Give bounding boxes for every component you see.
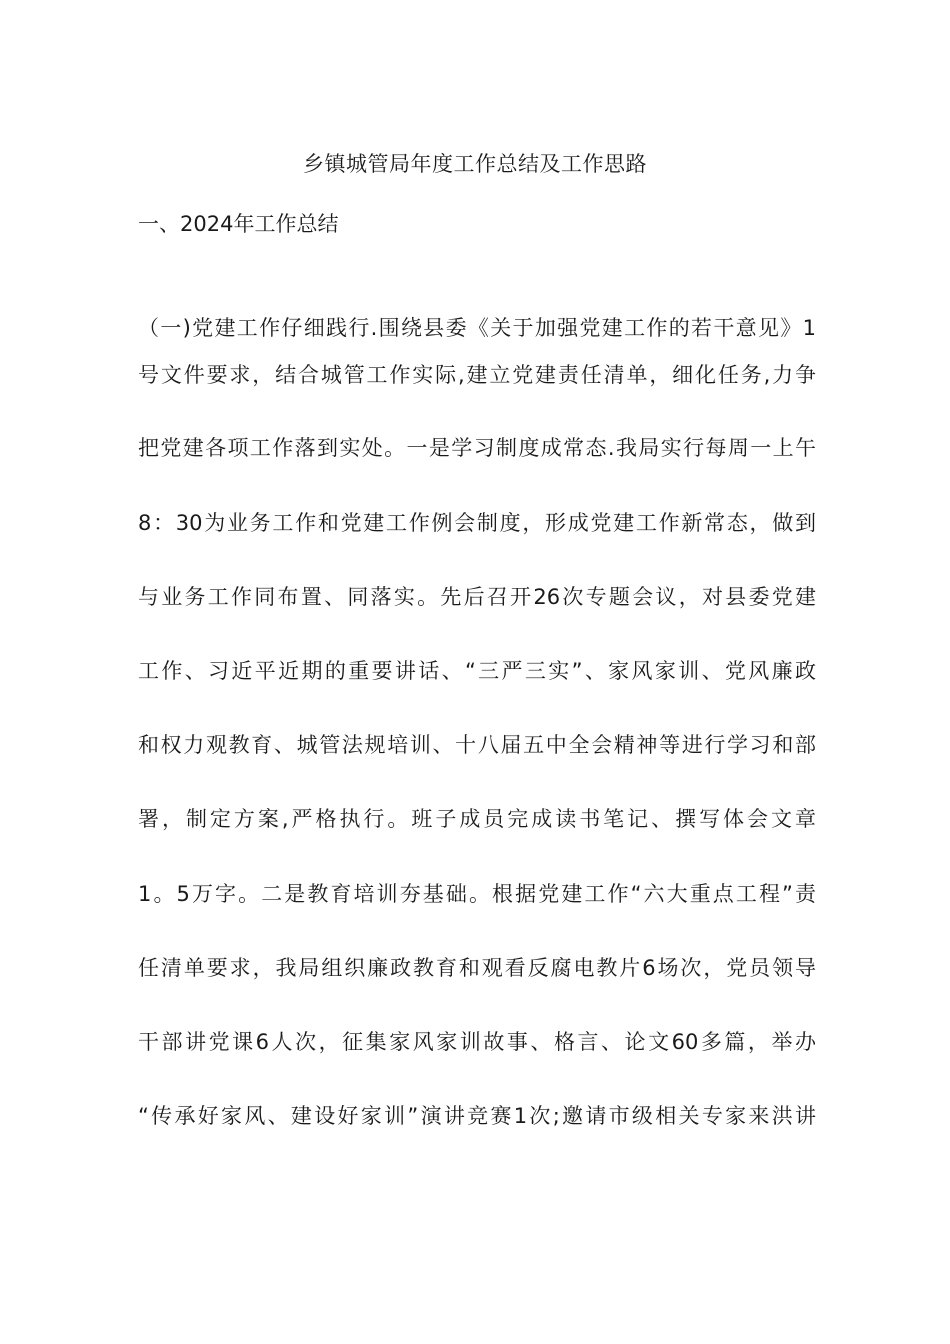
body-line: 8：30为业务工作和党建工作例会制度，形成党建工作新常态，做到 [138,511,816,535]
body-line: 署，制定方案,严格执行。班子成员完成读书笔记、撰写体会文章 [138,807,816,831]
body-line: 把党建各项工作落到实处。一是学习制度成常态.我局实行每周一上午 [138,436,816,460]
body-line: 与业务工作同布置、同落实。先后召开26次专题会议，对县委党建 [138,585,816,609]
body-line: （一)党建工作仔细践行.围绕县委《关于加强党建工作的若干意见》1 [138,316,816,340]
body-line: 和权力观教育、城管法规培训、十八届五中全会精神等进行学习和部 [138,733,816,757]
document-title: 乡镇城管局年度工作总结及工作思路 [303,152,647,176]
body-line: “传承好家风、建设好家训”演讲竞赛1次;邀请市级相关专家来洪讲 [138,1104,816,1128]
body-line: 任清单要求，我局组织廉政教育和观看反腐电教片6场次，党员领导 [138,956,816,980]
section-heading: 一、2024年工作总结 [138,212,339,236]
body-line: 干部讲党课6人次，征集家风家训故事、格言、论文60多篇，举办 [138,1030,816,1054]
body-line: 号文件要求，结合城管工作实际,建立党建责任清单，细化任务,力争 [138,363,816,387]
body-line: 工作、习近平近期的重要讲话、“三严三实”、家风家训、党风廉政 [138,659,816,683]
body-line: 1。5万字。二是教育培训夯基础。根据党建工作“六大重点工程”责 [138,882,816,906]
